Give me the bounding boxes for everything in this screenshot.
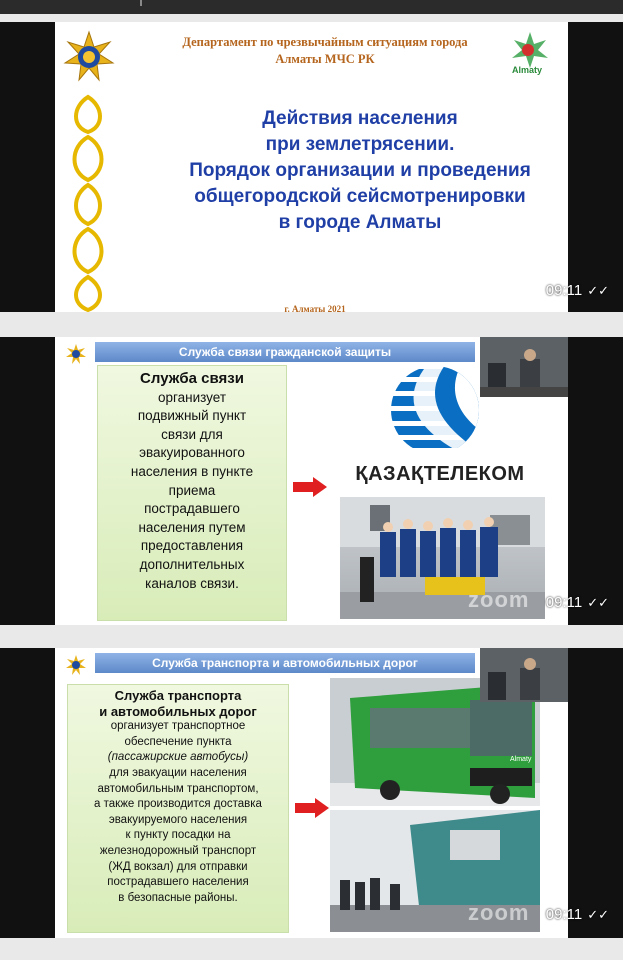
title-line: Действия населения xyxy=(262,108,458,129)
message-time xyxy=(546,594,609,611)
box-line: дополнительных xyxy=(139,556,245,572)
box-line: автомобильным транспортом, xyxy=(97,782,259,795)
zoom-watermark: zoom xyxy=(468,270,530,295)
box-title: Служба связи xyxy=(140,370,244,387)
box-line: эвакуированного xyxy=(139,445,245,461)
title-line: Порядок организации и проведения xyxy=(189,160,531,181)
zoom-watermark: zoom xyxy=(468,587,530,612)
box-line: приема xyxy=(168,482,216,498)
box-line: связи для xyxy=(161,426,223,442)
webcam-video-icon xyxy=(480,337,568,397)
red-arrow-icon xyxy=(295,798,329,818)
box-line: организует xyxy=(157,389,227,405)
box-line: а также производится доставка xyxy=(94,798,262,811)
slide-footer: г. Алматы 2021 xyxy=(284,304,346,312)
status-tick xyxy=(140,0,142,6)
emergency-emblem-icon xyxy=(65,343,87,365)
box-line: населения путем xyxy=(138,519,246,535)
time-text: 09:11 xyxy=(545,282,583,299)
webcam-thumbnail[interactable] xyxy=(480,337,568,397)
kazakhtelecom-logo-text: ҚАЗАҚТЕЛЕКОМ xyxy=(355,463,525,485)
box-line: в безопасные районы. xyxy=(118,891,238,904)
zoom-screenshot-2[interactable] xyxy=(0,337,623,625)
box-line: подвижный пункт xyxy=(137,408,247,424)
message-time xyxy=(546,906,609,923)
webcam-thumbnail[interactable] xyxy=(480,648,568,702)
title-line: общегородской сейсмотренировки xyxy=(194,186,526,207)
webcam-video-icon xyxy=(480,648,568,702)
slide-communication-service xyxy=(55,337,568,625)
box-title-line: и автомобильных дорог xyxy=(99,703,257,719)
slide-header: Служба связи гражданской защиты xyxy=(95,342,475,362)
emergency-emblem-icon xyxy=(65,654,87,676)
service-description-box xyxy=(97,365,287,621)
zoom-screenshot-1[interactable] xyxy=(0,22,623,312)
double-check-icon: ✓✓ xyxy=(587,595,609,610)
department-name: Департамент по чрезвычайным ситуациям города Алматы МЧС РК xyxy=(182,35,468,66)
box-line: пострадавшего xyxy=(144,501,240,517)
box-line: (пассажирские автобусы) xyxy=(107,751,249,764)
zoom-screenshot-3[interactable] xyxy=(0,648,623,938)
service-description-box xyxy=(67,684,289,933)
almaty-logo-label: Almaty xyxy=(512,65,543,75)
zoom-watermark: zoom xyxy=(468,900,530,925)
slide-title-text xyxy=(160,106,560,236)
box-line: предоставления xyxy=(140,538,244,554)
box-line: (ЖД вокзал) для отправки xyxy=(108,860,248,873)
slide-title xyxy=(55,22,568,312)
bus-label: Almaty xyxy=(510,756,532,763)
box-line: каналов связи. xyxy=(145,575,239,591)
double-check-icon: ✓✓ xyxy=(587,907,609,922)
almaty-city-logo-icon xyxy=(506,30,554,78)
box-line: обеспечение пункта xyxy=(124,735,232,748)
slide-transport-service xyxy=(55,648,568,938)
time-text: 09:11 xyxy=(545,906,583,923)
status-bar xyxy=(0,0,623,14)
box-line: эвакуируемого населения xyxy=(108,813,248,826)
box-line: железнодорожный транспорт xyxy=(99,844,257,857)
box-title-line: Служба транспорта xyxy=(114,688,242,703)
title-line: при землетрясении. xyxy=(265,134,455,155)
kazakh-ornament-icon xyxy=(67,92,109,312)
box-line: к пункту посадки на xyxy=(125,829,231,842)
emergency-emblem-icon xyxy=(63,30,115,82)
title-line: в городе Алматы xyxy=(278,212,442,233)
box-line: населения в пункте xyxy=(130,463,254,479)
slide-header: Служба транспорта и автомобильных дорог xyxy=(95,653,475,673)
message-time xyxy=(546,282,609,299)
double-check-icon: ✓✓ xyxy=(587,283,609,298)
box-line: организует транспортное xyxy=(110,720,246,733)
time-text: 09:11 xyxy=(545,594,583,611)
box-line: для эвакуации населения xyxy=(109,766,247,779)
box-line: пострадавшего населения xyxy=(107,876,249,889)
red-arrow-icon xyxy=(293,477,327,497)
